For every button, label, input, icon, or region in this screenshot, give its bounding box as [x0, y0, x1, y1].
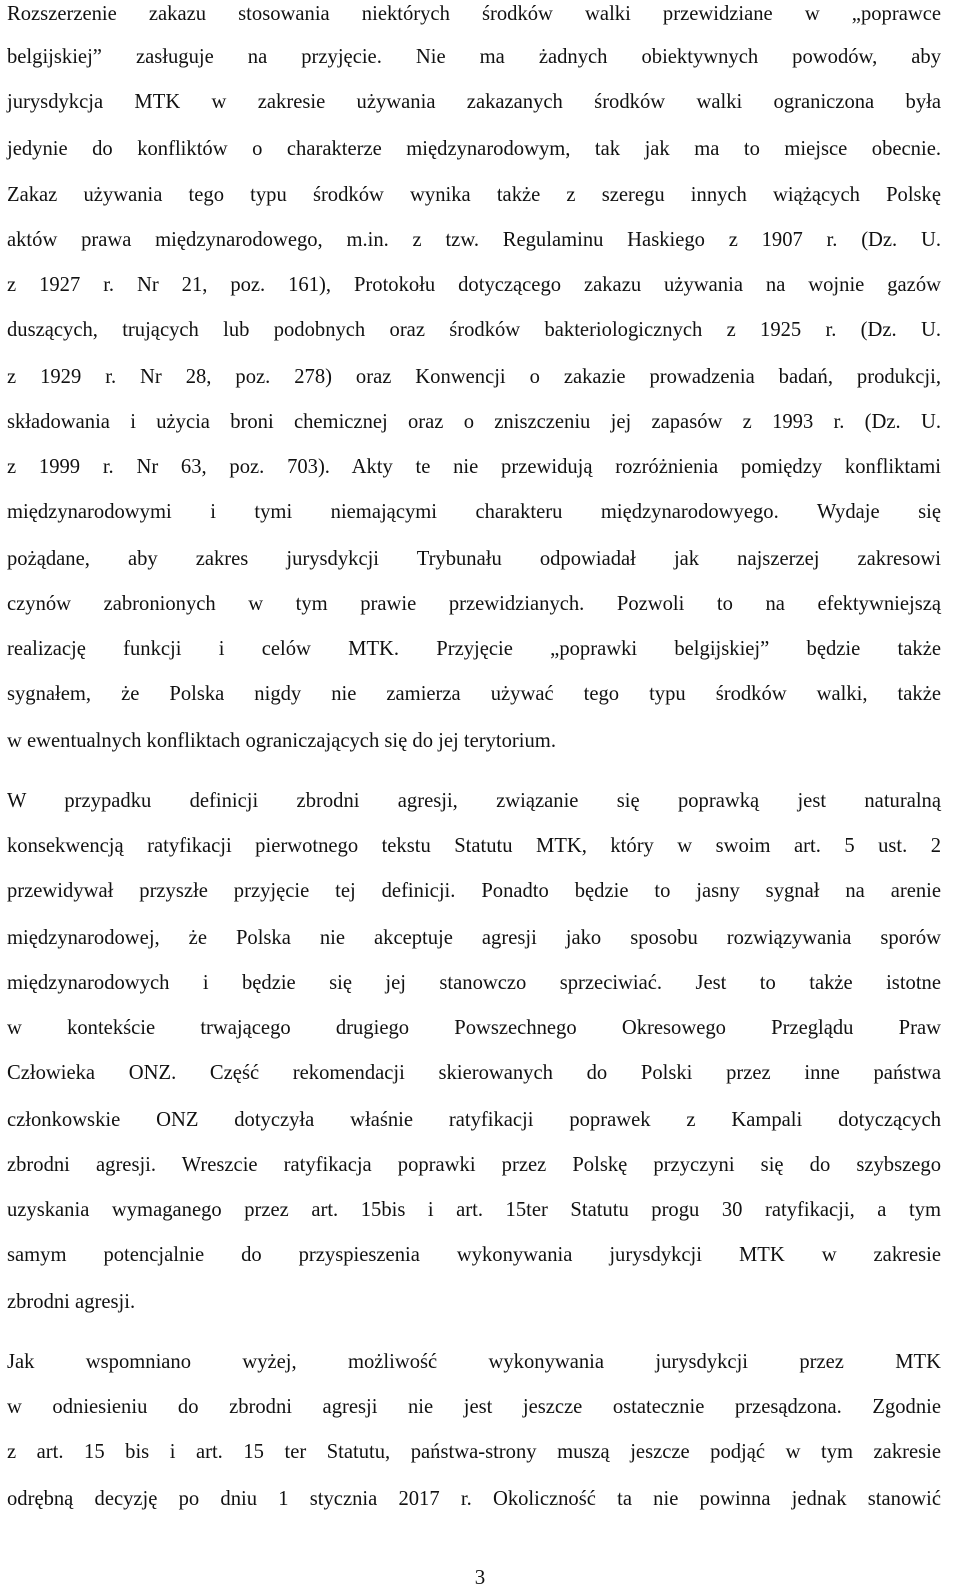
page-number: 3	[474, 1565, 486, 1589]
text-line: jurysdykcja MTK w zakresie używania zakazanych środków walki ograniczona była	[7, 91, 941, 113]
text-line: czynów zabronionych w tym prawie przewidzianych. Pozwoli to na efektywniejszą	[7, 593, 941, 615]
text-line: sygnałem, że Polska nigdy nie zamierza używać tego typu środków walki, także	[7, 683, 941, 705]
text-line: międzynarodowej, że Polska nie akceptuje agresji jako sposobu rozwiązywania sporów	[7, 927, 941, 949]
text-line: duszących, trujących lub podobnych oraz środków bakteriologicznych z 1925 r. (Dz. U.	[7, 319, 941, 341]
text-line: Jak wspomniano wyżej, możliwość wykonywania jurysdykcji przez MTK	[7, 1351, 941, 1373]
text-line: z 1999 r. Nr 63, poz. 703). Akty te nie przewidują rozróżnienia pomiędzy konfliktami	[7, 456, 941, 478]
text-line: w odniesieniu do zbrodni agresji nie jest jeszcze ostatecznie przesądzona. Zgodnie	[7, 1396, 941, 1418]
text-line: zbrodni agresji.	[7, 1291, 136, 1313]
text-line: pożądane, aby zakres jurysdykcji Trybunału odpowiadał jak najszerzej zakresowi	[7, 548, 941, 570]
text-line: międzynarodowymi i tymi niemającymi charakteru międzynarodowyego. Wydaje się	[7, 501, 941, 523]
text-line: z art. 15 bis i art. 15 ter Statutu, państwa-strony muszą jeszcze podjąć w tym zakresie	[7, 1441, 941, 1463]
text-line: belgijskiej” zasługuje na przyjęcie. Nie ma żadnych obiektywnych powodów, aby	[7, 46, 941, 68]
text-line: składowania i użycia broni chemicznej oraz o zniszczeniu jej zapasów z 1993 r. (Dz. U.	[7, 411, 941, 433]
text-line: aktów prawa międzynarodowego, m.in. z tzw. Regulaminu Haskiego z 1907 r. (Dz. U.	[7, 229, 941, 251]
text-line: Człowieka ONZ. Część rekomendacji skierowanych do Polski przez inne państwa	[7, 1062, 941, 1084]
text-line: zbrodni agresji. Wreszcie ratyfikacja poprawki przez Polskę przyczyni się do szybszego	[7, 1154, 941, 1176]
text-line: z 1929 r. Nr 28, poz. 278) oraz Konwencji o zakazie prowadzenia badań, produkcji,	[7, 366, 941, 388]
text-line: Zakaz używania tego typu środków wynika także z szeregu innych wiążących Polskę	[7, 184, 941, 206]
text-line: samym potencjalnie do przyspieszenia wykonywania jurysdykcji MTK w zakresie	[7, 1244, 941, 1266]
text-line: jedynie do konfliktów o charakterze międzynarodowym, tak jak ma to miejsce obecnie.	[7, 138, 941, 160]
text-line: odrębną decyzję po dniu 1 stycznia 2017 r. Okoliczność ta nie powinna jednak stanowić	[7, 1488, 941, 1510]
text-line: z 1927 r. Nr 21, poz. 161), Protokołu dotyczącego zakazu używania na wojnie gazów	[7, 274, 941, 296]
text-line: Rozszerzenie zakazu stosowania niektórych środków walki przewidziane w „poprawce	[7, 3, 941, 25]
text-line: w ewentualnych konfliktach ograniczających się do jej terytorium.	[7, 730, 556, 752]
text-line: konsekwencją ratyfikacji pierwotnego tekstu Statutu MTK, który w swoim art. 5 ust. 2	[7, 835, 941, 857]
text-line: członkowskie ONZ dotyczyła właśnie ratyfikacji poprawek z Kampali dotyczących	[7, 1109, 941, 1131]
text-line: w kontekście trwającego drugiego Powszechnego Okresowego Przeglądu Praw	[7, 1017, 941, 1039]
text-line: realizację funkcji i celów MTK. Przyjęcie „poprawki belgijskiej” będzie także	[7, 638, 941, 660]
text-line: W przypadku definicji zbrodni agresji, związanie się poprawką jest naturalną	[7, 790, 941, 812]
text-line: przewidywał przyszłe przyjęcie tej definicji. Ponadto będzie to jasny sygnał na arenie	[7, 880, 941, 902]
text-line: międzynarodowych i będzie się jej stanowczo sprzeciwiać. Jest to także istotne	[7, 972, 941, 994]
text-line: uzyskania wymaganego przez art. 15bis i art. 15ter Statutu progu 30 ratyfikacji, a tym	[7, 1199, 941, 1221]
